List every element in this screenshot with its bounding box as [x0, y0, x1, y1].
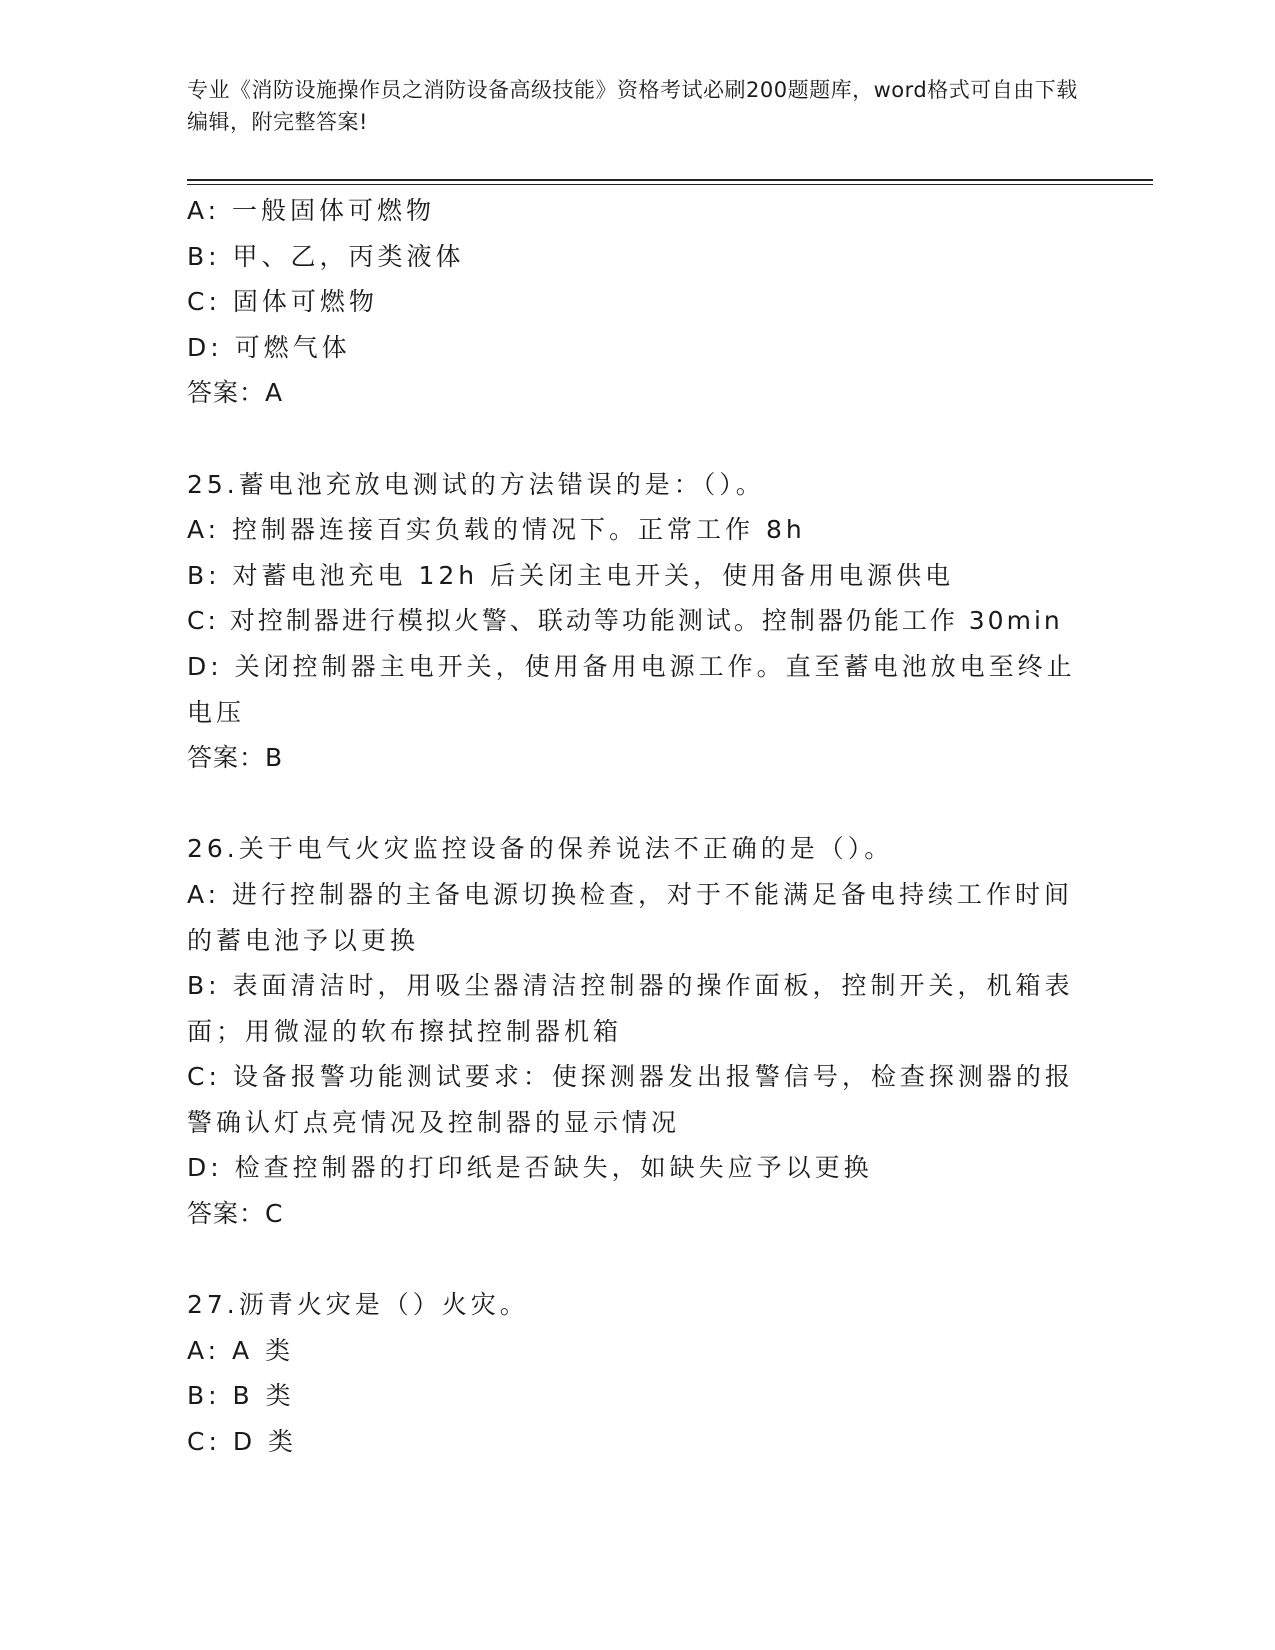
option-d: D: 可燃气体 [187, 332, 351, 362]
answer-label: 答案：C [187, 1199, 284, 1229]
question-text: 25.蓄电池充放电测试的方法错误的是：（）。 [187, 469, 765, 499]
option-a: A: 一般固体可燃物 [187, 196, 436, 225]
option-a: A: 进行控制器的主备电源切换检查，对于不能满足备电持续工作时间的蓄电池予以更换 [187, 879, 1074, 955]
document-header: 专业《消防设施操作员之消防设备高级技能》资格考试必刷200题题库，word格式可自由下载编辑，附完整答案! [187, 78, 1078, 134]
spacer [187, 1237, 1087, 1283]
spacer [187, 416, 1087, 462]
header-divider-thin [187, 184, 1153, 185]
option-b: B: 甲、乙，丙类液体 [187, 241, 465, 271]
option-b: B: 对蓄电池充电 12h 后关闭主电开关，使用备用电源供电 [187, 560, 955, 590]
option-b: B: 表面清洁时，用吸尘器清洁控制器的操作面板，控制开关，机箱表面；用微湿的软布擦拭控制器机箱 [187, 971, 1074, 1046]
header-divider-thick [187, 179, 1153, 181]
option-d: D: 检查控制器的打印纸是否缺失，如缺失应予以更换 [187, 1153, 873, 1183]
option-c: C: D 类 [187, 1427, 298, 1457]
answer-label: 答案：A [187, 378, 284, 408]
option-c: C: 设备报警功能测试要求：使探测器发出报警信号，检查探测器的报警确认灯点亮情况及控制器的显示情况 [187, 1062, 1074, 1137]
question-27 [187, 1282, 1087, 1464]
question-list [187, 188, 1087, 1465]
option-d: D: 关闭控制器主电开关，使用备用电源工作。直至蓄电池放电至终止电压 [187, 651, 1076, 727]
question-text: 26.关于电气火灾监控设备的保养说法不正确的是（）。 [187, 834, 894, 864]
question-26 [187, 826, 1087, 1236]
option-c: C: 对控制器进行模拟火警、联动等功能测试。控制器仍能工作 30min [187, 606, 1063, 636]
answer-label: 答案：B [187, 743, 284, 773]
question-text: 27.沥青火灾是（）火灾。 [187, 1290, 529, 1320]
option-a: A: 控制器连接百实负载的情况下。正常工作 8h [187, 515, 806, 545]
option-c: C: 固体可燃物 [187, 287, 378, 317]
question-24-tail [187, 188, 1087, 416]
question-25 [187, 462, 1087, 781]
spacer [187, 781, 1087, 827]
option-b: B: B 类 [187, 1381, 295, 1411]
option-a: A: A 类 [187, 1335, 295, 1365]
